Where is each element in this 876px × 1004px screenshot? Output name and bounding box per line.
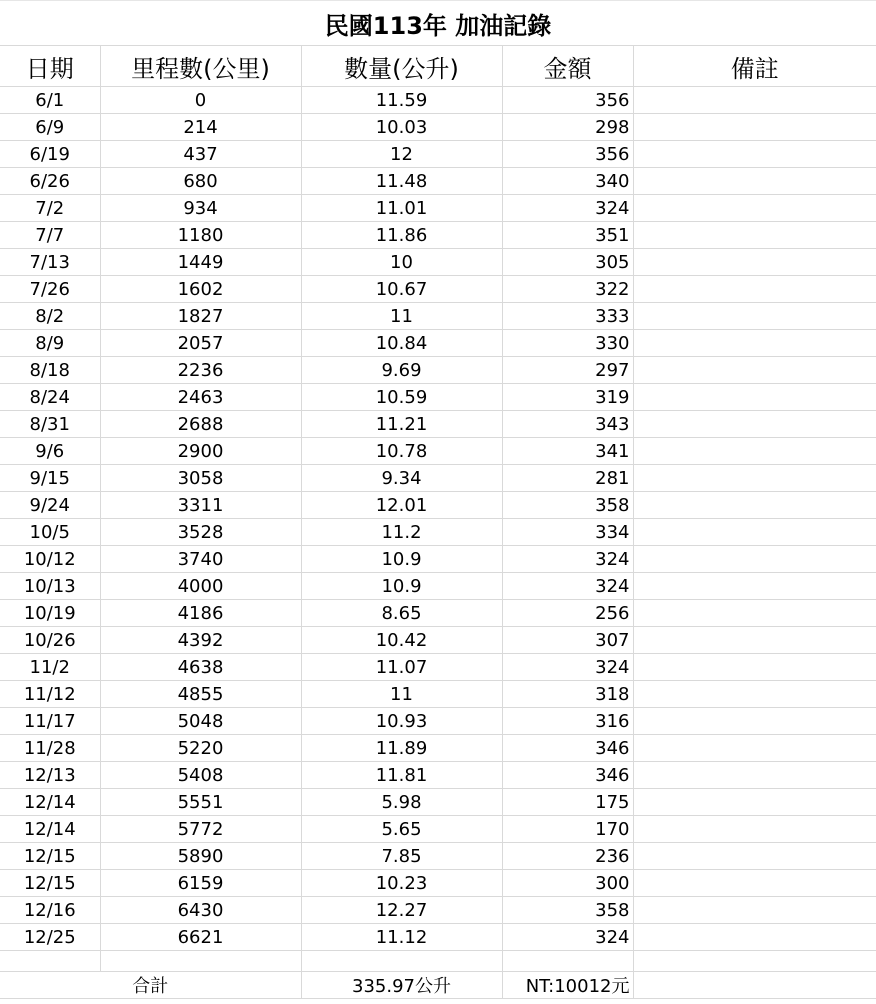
cell-mileage[interactable]: 2900 (100, 438, 301, 465)
cell-notes[interactable] (633, 195, 876, 222)
cell-notes[interactable] (633, 357, 876, 384)
cell-date[interactable]: 11/28 (0, 735, 100, 762)
cell-notes[interactable] (633, 222, 876, 249)
cell-amount[interactable]: 358 (502, 492, 633, 519)
cell-date[interactable]: 8/9 (0, 330, 100, 357)
header-row (0, 46, 876, 87)
cell-date[interactable]: 10/5 (0, 519, 100, 546)
table-row (0, 681, 876, 708)
cell-date[interactable]: 7/7 (0, 222, 100, 249)
cell-liters[interactable]: 11 (301, 303, 502, 330)
table-row (0, 924, 876, 951)
cell-amount[interactable]: 346 (502, 735, 633, 762)
header-mileage[interactable]: 里程數(公里) (100, 46, 301, 87)
cell-mileage[interactable]: 2463 (100, 384, 301, 411)
cell-amount[interactable]: 281 (502, 465, 633, 492)
cell-mileage[interactable]: 5048 (100, 708, 301, 735)
table-row (0, 492, 876, 519)
cell-date[interactable]: 7/13 (0, 249, 100, 276)
table-row (0, 654, 876, 681)
cell-amount[interactable]: 256 (502, 600, 633, 627)
table-row (0, 519, 876, 546)
cell-notes[interactable] (633, 384, 876, 411)
table-row (0, 465, 876, 492)
table-row (0, 816, 876, 843)
cell-liters[interactable]: 12.27 (301, 897, 502, 924)
table-row (0, 249, 876, 276)
cell-amount[interactable]: 175 (502, 789, 633, 816)
cell-date[interactable]: 7/2 (0, 195, 100, 222)
cell-mileage[interactable]: 934 (100, 195, 301, 222)
empty-cell[interactable] (301, 951, 502, 972)
cell-date[interactable]: 9/15 (0, 465, 100, 492)
cell-notes[interactable] (633, 465, 876, 492)
cell-mileage[interactable]: 4392 (100, 627, 301, 654)
cell-amount[interactable]: 324 (502, 195, 633, 222)
cell-notes[interactable] (633, 438, 876, 465)
cell-mileage[interactable]: 2688 (100, 411, 301, 438)
cell-notes[interactable] (633, 627, 876, 654)
cell-amount[interactable]: 300 (502, 870, 633, 897)
cell-notes[interactable] (633, 303, 876, 330)
table-row (0, 303, 876, 330)
cell-notes[interactable] (633, 276, 876, 303)
cell-date[interactable]: 12/16 (0, 897, 100, 924)
cell-mileage[interactable]: 5220 (100, 735, 301, 762)
cell-notes[interactable] (633, 681, 876, 708)
cell-notes[interactable] (633, 897, 876, 924)
cell-mileage[interactable]: 0 (100, 87, 301, 114)
cell-mileage[interactable]: 1180 (100, 222, 301, 249)
cell-date[interactable]: 10/12 (0, 546, 100, 573)
cell-notes[interactable] (633, 708, 876, 735)
cell-amount[interactable]: 322 (502, 276, 633, 303)
table-row (0, 573, 876, 600)
cell-mileage[interactable]: 2236 (100, 357, 301, 384)
cell-liters[interactable]: 10.93 (301, 708, 502, 735)
cell-liters[interactable]: 11.21 (301, 411, 502, 438)
cell-amount[interactable]: 324 (502, 573, 633, 600)
cell-date[interactable]: 8/31 (0, 411, 100, 438)
cell-mileage[interactable]: 6621 (100, 924, 301, 951)
cell-mileage[interactable]: 5408 (100, 762, 301, 789)
table-row (0, 276, 876, 303)
cell-date[interactable]: 8/2 (0, 303, 100, 330)
cell-mileage[interactable]: 3311 (100, 492, 301, 519)
table-row (0, 627, 876, 654)
cell-date[interactable]: 12/15 (0, 870, 100, 897)
blank-row (0, 951, 876, 972)
cell-notes[interactable] (633, 87, 876, 114)
cell-mileage[interactable]: 3528 (100, 519, 301, 546)
cell-mileage[interactable]: 4186 (100, 600, 301, 627)
cell-amount[interactable]: 307 (502, 627, 633, 654)
cell-date[interactable]: 9/24 (0, 492, 100, 519)
cell-notes[interactable] (633, 789, 876, 816)
cell-amount[interactable]: 297 (502, 357, 633, 384)
cell-amount[interactable]: 343 (502, 411, 633, 438)
cell-notes[interactable] (633, 924, 876, 951)
cell-amount[interactable]: 330 (502, 330, 633, 357)
table-row (0, 438, 876, 465)
table-row (0, 141, 876, 168)
cell-date[interactable]: 6/9 (0, 114, 100, 141)
cell-liters[interactable]: 5.98 (301, 789, 502, 816)
cell-mileage[interactable]: 1602 (100, 276, 301, 303)
cell-amount[interactable]: 346 (502, 762, 633, 789)
cell-date[interactable]: 7/26 (0, 276, 100, 303)
cell-liters[interactable]: 10.59 (301, 384, 502, 411)
cell-liters[interactable]: 8.65 (301, 600, 502, 627)
header-date[interactable]: 日期 (0, 46, 100, 87)
table-row (0, 546, 876, 573)
table-row (0, 168, 876, 195)
table-row (0, 195, 876, 222)
total-liters[interactable]: 335.97公升 (301, 972, 502, 999)
cell-date[interactable]: 10/13 (0, 573, 100, 600)
cell-liters[interactable]: 11.48 (301, 168, 502, 195)
cell-amount[interactable]: 341 (502, 438, 633, 465)
cell-liters[interactable]: 11.89 (301, 735, 502, 762)
cell-liters[interactable]: 7.85 (301, 843, 502, 870)
table-row (0, 357, 876, 384)
table-row (0, 789, 876, 816)
cell-amount[interactable]: 324 (502, 546, 633, 573)
title-row (0, 1, 876, 46)
cell-liters[interactable]: 10.23 (301, 870, 502, 897)
cell-notes[interactable] (633, 411, 876, 438)
cell-date[interactable]: 6/19 (0, 141, 100, 168)
cell-notes[interactable] (633, 843, 876, 870)
cell-notes[interactable] (633, 168, 876, 195)
cell-liters[interactable]: 11.81 (301, 762, 502, 789)
cell-amount[interactable]: 236 (502, 843, 633, 870)
table-row (0, 762, 876, 789)
cell-amount[interactable]: 333 (502, 303, 633, 330)
cell-notes[interactable] (633, 816, 876, 843)
cell-liters[interactable]: 10.03 (301, 114, 502, 141)
cell-notes[interactable] (633, 249, 876, 276)
cell-liters[interactable]: 12 (301, 141, 502, 168)
cell-date[interactable]: 12/25 (0, 924, 100, 951)
empty-cell[interactable] (0, 951, 100, 972)
empty-cell[interactable] (633, 951, 876, 972)
cell-date[interactable]: 8/24 (0, 384, 100, 411)
cell-liters[interactable]: 11 (301, 681, 502, 708)
cell-notes[interactable] (633, 141, 876, 168)
cell-liters[interactable]: 11.59 (301, 87, 502, 114)
cell-liters[interactable]: 5.65 (301, 816, 502, 843)
cell-amount[interactable]: 358 (502, 897, 633, 924)
header-notes[interactable]: 備註 (633, 46, 876, 87)
cell-notes[interactable] (633, 573, 876, 600)
empty-cell[interactable] (502, 951, 633, 972)
cell-liters[interactable]: 11.2 (301, 519, 502, 546)
cell-liters[interactable]: 10.78 (301, 438, 502, 465)
cell-liters[interactable]: 9.34 (301, 465, 502, 492)
total-amount[interactable]: NT:10012元 (502, 972, 633, 999)
cell-date[interactable]: 12/15 (0, 843, 100, 870)
cell-notes[interactable] (633, 330, 876, 357)
cell-amount[interactable]: 351 (502, 222, 633, 249)
cell-date[interactable]: 10/26 (0, 627, 100, 654)
cell-mileage[interactable]: 6430 (100, 897, 301, 924)
table-row (0, 897, 876, 924)
table-row (0, 330, 876, 357)
cell-mileage[interactable]: 5551 (100, 789, 301, 816)
cell-amount[interactable]: 356 (502, 141, 633, 168)
table-row (0, 222, 876, 249)
cell-date[interactable]: 6/1 (0, 87, 100, 114)
cell-amount[interactable]: 318 (502, 681, 633, 708)
cell-notes[interactable] (633, 519, 876, 546)
cell-amount[interactable]: 305 (502, 249, 633, 276)
cell-amount[interactable]: 324 (502, 654, 633, 681)
cell-mileage[interactable]: 1449 (100, 249, 301, 276)
cell-mileage[interactable]: 214 (100, 114, 301, 141)
table-row (0, 114, 876, 141)
cell-notes[interactable] (633, 546, 876, 573)
cell-liters[interactable]: 12.01 (301, 492, 502, 519)
cell-notes[interactable] (633, 870, 876, 897)
cell-mileage[interactable]: 2057 (100, 330, 301, 357)
table-row (0, 708, 876, 735)
cell-date[interactable]: 11/2 (0, 654, 100, 681)
cell-amount[interactable]: 334 (502, 519, 633, 546)
table-row (0, 735, 876, 762)
table-row (0, 870, 876, 897)
cell-mileage[interactable]: 680 (100, 168, 301, 195)
cell-mileage[interactable]: 5772 (100, 816, 301, 843)
cell-mileage[interactable]: 3058 (100, 465, 301, 492)
cell-liters[interactable]: 11.86 (301, 222, 502, 249)
table-row (0, 411, 876, 438)
cell-liters[interactable]: 11.01 (301, 195, 502, 222)
cell-mileage[interactable]: 5890 (100, 843, 301, 870)
table-row (0, 843, 876, 870)
cell-notes[interactable] (633, 735, 876, 762)
table-row (0, 600, 876, 627)
cell-mileage[interactable]: 437 (100, 141, 301, 168)
cell-notes[interactable] (633, 492, 876, 519)
cell-amount[interactable]: 356 (502, 87, 633, 114)
cell-liters[interactable]: 10.42 (301, 627, 502, 654)
cell-amount[interactable]: 340 (502, 168, 633, 195)
cell-liters[interactable]: 9.69 (301, 357, 502, 384)
cell-liters[interactable]: 10 (301, 249, 502, 276)
total-notes[interactable] (633, 972, 876, 999)
cell-notes[interactable] (633, 600, 876, 627)
table-row (0, 384, 876, 411)
cell-date[interactable]: 9/6 (0, 438, 100, 465)
cell-liters[interactable]: 10.9 (301, 573, 502, 600)
cell-liters[interactable]: 10.9 (301, 546, 502, 573)
total-label[interactable]: 合計 (0, 972, 301, 999)
empty-cell[interactable] (100, 951, 301, 972)
cell-liters[interactable]: 11.12 (301, 924, 502, 951)
cell-notes[interactable] (633, 762, 876, 789)
cell-notes[interactable] (633, 654, 876, 681)
cell-mileage[interactable]: 6159 (100, 870, 301, 897)
cell-mileage[interactable]: 4638 (100, 654, 301, 681)
cell-amount[interactable]: 170 (502, 816, 633, 843)
cell-mileage[interactable]: 4000 (100, 573, 301, 600)
header-amount[interactable]: 金額 (502, 46, 633, 87)
cell-date[interactable]: 8/18 (0, 357, 100, 384)
page-title[interactable]: 民國113年 加油記錄 (0, 1, 876, 46)
cell-date[interactable]: 11/12 (0, 681, 100, 708)
totals-row (0, 972, 876, 999)
cell-mileage[interactable]: 1827 (100, 303, 301, 330)
cell-amount[interactable]: 316 (502, 708, 633, 735)
cell-liters[interactable]: 10.67 (301, 276, 502, 303)
table-row (0, 87, 876, 114)
cell-date[interactable]: 6/26 (0, 168, 100, 195)
cell-notes[interactable] (633, 114, 876, 141)
cell-date[interactable]: 10/19 (0, 600, 100, 627)
cell-mileage[interactable]: 4855 (100, 681, 301, 708)
cell-amount[interactable]: 319 (502, 384, 633, 411)
cell-mileage[interactable]: 3740 (100, 546, 301, 573)
cell-liters[interactable]: 10.84 (301, 330, 502, 357)
cell-date[interactable]: 12/13 (0, 762, 100, 789)
cell-amount[interactable]: 324 (502, 924, 633, 951)
cell-liters[interactable]: 11.07 (301, 654, 502, 681)
cell-date[interactable]: 12/14 (0, 816, 100, 843)
cell-date[interactable]: 11/17 (0, 708, 100, 735)
cell-amount[interactable]: 298 (502, 114, 633, 141)
cell-date[interactable]: 12/14 (0, 789, 100, 816)
header-liters[interactable]: 數量(公升) (301, 46, 502, 87)
